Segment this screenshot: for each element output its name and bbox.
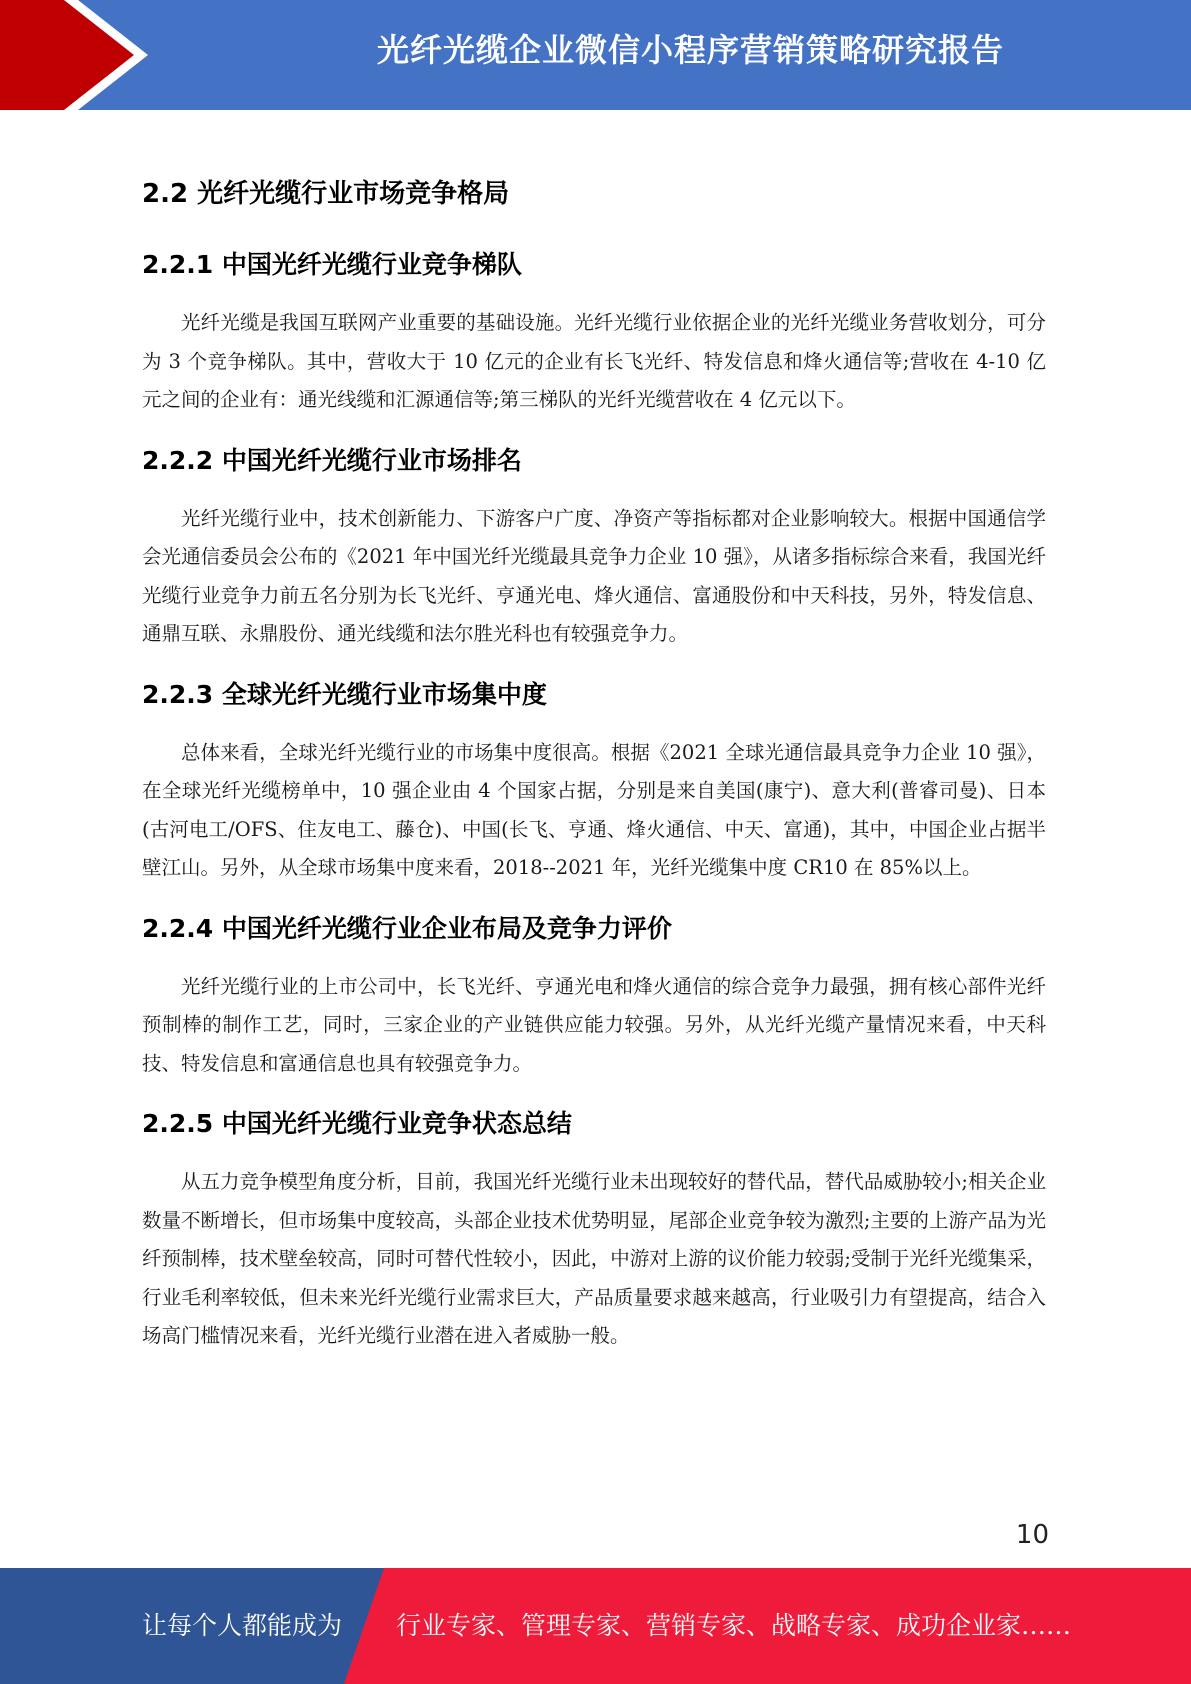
section-heading-2-2-5: 2.2.5 中国光纤光缆行业竞争状态总结 (142, 1109, 572, 1138)
section-heading-2-2-2: 2.2.2 中国光纤光缆行业市场排名 (142, 445, 522, 475)
section-heading-2-2-3: 2.2.3 全球光纤光缆行业市场集中度 (142, 679, 547, 709)
report-title: 光纤光缆企业微信小程序营销策略研究报告 (376, 31, 1004, 69)
page-header (0, 0, 1191, 110)
paragraph-2-2-2: 光纤光缆行业中，技术创新能力、下游客户广度、净资产等指标都对企业影响较大。根据中国通信学会光通信委员会公布的《2021 年中国光纤光缆最具竞争力企业 10 强》，从诸多指标综合来看，我国光纤光缆行业竞争力前五名分别为长飞光纤、亨通光电、烽火通信、富通股份和中天科技，另外，特发信息、通鼎互联、永鼎股份、通光线缆和法尔胜光科也有较强竞争力。 (142, 506, 1046, 645)
paragraph-2-2-1: 光纤光缆是我国互联网产业重要的基础设施。光纤光缆行业依据企业的光纤光缆业务营收划分，可分为 3 个竞争梯队。其中，营收大于 10 亿元的企业有长飞光纤、特发信息和烽火通信等;营收在 4-10 亿元之间的企业有：通光线缆和汇源通信等;第三梯队的光纤光缆营收在 4 亿元以下。 (142, 311, 1046, 411)
page-footer (0, 1568, 1191, 1684)
paragraph-2-2-4: 光纤光缆行业的上市公司中，长飞光纤、亨通光电和烽火通信的综合竞争力最强，拥有核心部件光纤预制棒的制作工艺，同时，三家企业的产业链供应能力较强。另外，从光纤光缆产量情况来看，中天科技、特发信息和富通信息也具有较强竞争力。 (142, 974, 1046, 1075)
section-heading-2-2-4: 2.2.4 中国光纤光缆行业企业布局及竞争力评价 (142, 913, 672, 943)
section-heading-2-2: 2.2 光纤光缆行业市场竞争格局 (142, 179, 510, 209)
footer-slogan-right: 行业专家、管理专家、营销专家、战略专家、成功企业家…… (396, 1611, 1072, 1640)
document-body (142, 160, 1046, 1370)
page-number: 10 (1015, 1520, 1049, 1550)
paragraph-2-2-5: 从五力竞争模型角度分析，目前，我国光纤光缆行业未出现较好的替代品，替代品威胁较小;相关企业数量不断增长，但市场集中度较高，头部企业技术优势明显，尾部企业竞争较为激烈;主要的上游产品为光纤预制棒，技术壁垒较高，同时可替代性较小，因此，中游对上游的议价能力较弱;受制于光纤光缆集采，行业毛利率较低，但未来光纤光缆行业需求巨大，产品质量要求越来越高，行业吸引力有望提高，结合入场高门槛情况来看，光纤光缆行业潜在进入者威胁一般。 (142, 1170, 1046, 1347)
section-heading-2-2-1: 2.2.1 中国光纤光缆行业竞争梯队 (142, 250, 522, 279)
paragraph-2-2-3: 总体来看，全球光纤光缆行业的市场集中度很高。根据《2021 全球光通信最具竞争力企业 10 强》，在全球光纤光缆榜单中，10 强企业由 4 个国家占据，分别是来自美国(康宁)、意大利(普睿司曼)、日本(古河电工/OFS、住友电工、藤仓)、中国(长飞、亨通、烽火通信、中天、富通)，其中，中国企业占据半壁江山。另外，从全球市场集中度来看，2018--2021 年，光纤光缆集中度 CR10 在 85%以上。 (142, 740, 1046, 879)
footer-slogan-left: 让每个人都能成为 (142, 1611, 343, 1640)
